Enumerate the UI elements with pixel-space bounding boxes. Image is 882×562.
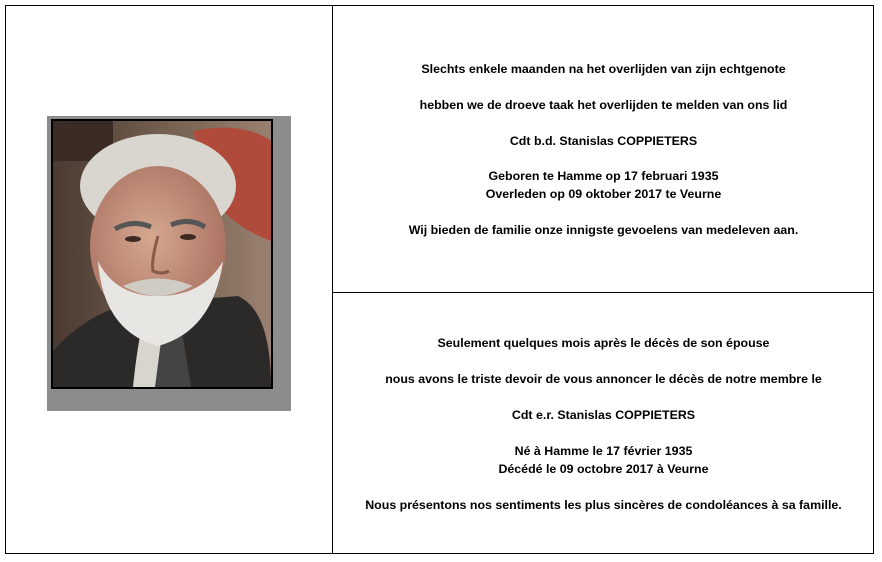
french-condolence: Nous présentons nos sentiments les plus sincères de condoléances à sa famille. xyxy=(365,498,842,512)
portrait-illustration xyxy=(53,121,271,387)
french-announcement xyxy=(333,293,874,554)
dutch-died: Overleden op 09 oktober 2017 te Veurne xyxy=(485,187,722,201)
dutch-announcement xyxy=(333,5,874,292)
dutch-line-1: Slechts enkele maanden na het overlijden van zijn echtgenote xyxy=(421,62,786,76)
dutch-line-2: hebben we de droeve taak het overlijden te melden van ons lid xyxy=(419,98,788,112)
dutch-name: Cdt b.d. Stanislas COPPIETERS xyxy=(509,134,698,148)
dutch-condolence: Wij bieden de familie onze innigste gevoelens van medeleven aan. xyxy=(408,223,799,237)
french-died: Décédé le 09 octobre 2017 à Veurne xyxy=(498,462,709,476)
french-line-1: Seulement quelques mois après le décès de son épouse xyxy=(437,336,770,350)
portrait-photo xyxy=(51,119,273,389)
french-line-2: nous avons le triste devoir de vous annoncer le décès de notre membre le xyxy=(385,372,822,386)
dutch-born: Geboren te Hamme op 17 februari 1935 xyxy=(488,169,719,183)
french-name: Cdt e.r. Stanislas COPPIETERS xyxy=(511,408,696,422)
french-born: Né à Hamme le 17 février 1935 xyxy=(514,444,693,458)
